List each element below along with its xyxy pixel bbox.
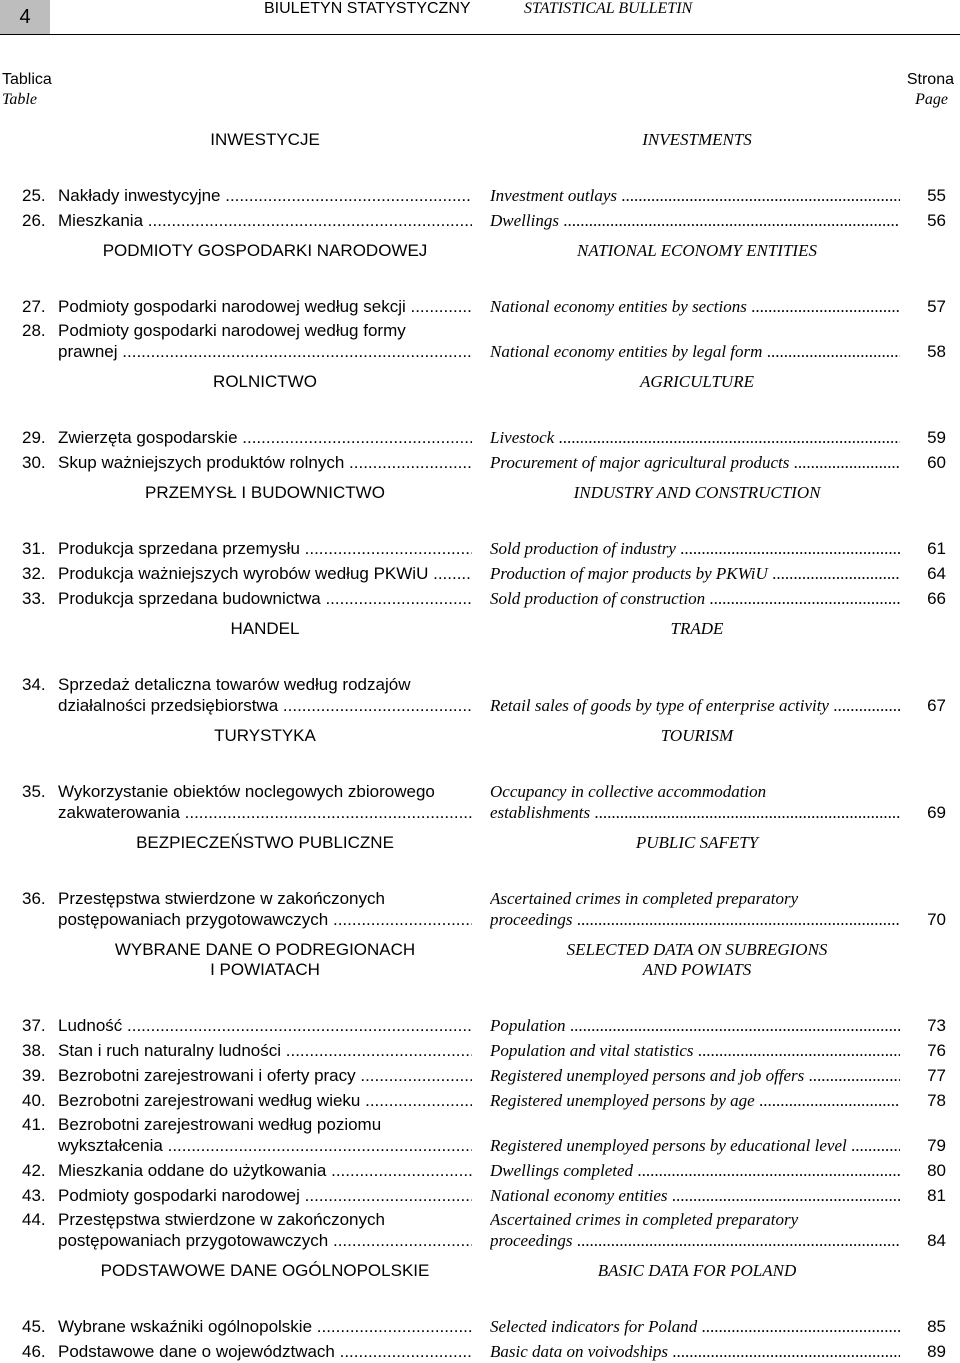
table-title-pl: Bezrobotni zarejestrowani według poziomu bbox=[58, 1115, 382, 1134]
table-number: 32. bbox=[22, 564, 46, 583]
table-row bbox=[0, 320, 960, 342]
table-title-pl: Zwierzęta gospodarskie ..... bbox=[58, 427, 472, 449]
table-title-pl: Wykorzystanie obiektów noclegowych zbiorowego bbox=[58, 782, 435, 801]
table-row bbox=[0, 427, 960, 449]
page-number-ref: 64 bbox=[927, 564, 946, 583]
section-heading-pl: PODMIOTY GOSPODARKI NARODOWEJ bbox=[102, 241, 428, 260]
section-heading-pl: INWESTYCJE bbox=[210, 130, 320, 149]
section-heading-en: INDUSTRY AND CONSTRUCTION bbox=[573, 483, 821, 502]
table-row bbox=[0, 1341, 960, 1363]
table-number: 28. bbox=[22, 321, 46, 340]
table-number: 26. bbox=[22, 211, 46, 230]
table-title-en-line2: establishments ..... bbox=[490, 802, 900, 824]
page-number-ref: 85 bbox=[927, 1317, 946, 1336]
table-title-pl: Podmioty gospodarki narodowej według formy bbox=[58, 321, 406, 340]
table-number: 35. bbox=[22, 782, 46, 801]
table-row-continuation bbox=[0, 909, 960, 931]
table-title-pl-line2: wykształcenia ..... bbox=[58, 1135, 472, 1157]
bulletin-title-en: STATISTICAL BULLETIN bbox=[524, 0, 693, 17]
page-number-ref: 78 bbox=[927, 1091, 946, 1110]
table-row bbox=[0, 452, 960, 474]
table-row bbox=[0, 1040, 960, 1062]
page-number-ref: 70 bbox=[927, 910, 946, 929]
table-row bbox=[0, 1209, 960, 1231]
table-title-en: National economy entities ..... bbox=[490, 1185, 900, 1207]
table-title-en: Population and vital statistics ..... bbox=[490, 1040, 900, 1062]
section-heading-en: INVESTMENTS bbox=[642, 130, 752, 149]
table-title-pl: Bezrobotni zarejestrowani według wieku ..... bbox=[58, 1090, 472, 1112]
page-number-ref: 77 bbox=[927, 1066, 946, 1085]
table-title-pl-line2: zakwaterowania ..... bbox=[58, 802, 472, 824]
table-row-continuation bbox=[0, 802, 960, 824]
table-title-en: Registered unemployed persons by age ..... bbox=[490, 1090, 900, 1112]
table-row-continuation bbox=[0, 1230, 960, 1252]
table-title-pl: Wybrane wskaźniki ogólnopolskie ..... bbox=[58, 1316, 472, 1338]
table-number: 29. bbox=[22, 428, 46, 447]
table-title-en: Ascertained crimes in completed preparatory bbox=[490, 1210, 799, 1229]
table-title-pl-line2: prawnej ..... bbox=[58, 341, 472, 363]
page-number-ref: 76 bbox=[927, 1041, 946, 1060]
table-number: 36. bbox=[22, 889, 46, 908]
table-title-pl: Produkcja ważniejszych wyrobów według PKWiU ..... bbox=[58, 563, 472, 585]
page-number-ref: 61 bbox=[927, 539, 946, 558]
section-heading-en: BASIC DATA FOR POLAND bbox=[597, 1261, 797, 1280]
table-number: 41. bbox=[22, 1115, 46, 1134]
table-title-pl: Produkcja sprzedana budownictwa ..... bbox=[58, 588, 472, 610]
page-number-ref: 84 bbox=[927, 1231, 946, 1250]
page-number-ref: 80 bbox=[927, 1161, 946, 1180]
table-title-en: Dwellings completed ..... bbox=[490, 1160, 900, 1182]
section-heading-en: TRADE bbox=[670, 619, 724, 638]
table-title-en: Dwellings ..... bbox=[490, 210, 900, 232]
table-row bbox=[0, 296, 960, 318]
table-title-en: Basic data on voivodships ..... bbox=[490, 1341, 900, 1363]
table-title-pl: Skup ważniejszych produktów rolnych ..... bbox=[58, 452, 472, 474]
page-number-ref: 73 bbox=[927, 1016, 946, 1035]
table-title-en: Ascertained crimes in completed preparatory bbox=[490, 889, 799, 908]
table-row bbox=[0, 781, 960, 803]
table-title-en-line2: proceedings ..... bbox=[490, 1230, 900, 1252]
table-number: 33. bbox=[22, 589, 46, 608]
table-title-pl: Podmioty gospodarki narodowej według sekcji ..... bbox=[58, 296, 472, 318]
page-number-ref: 55 bbox=[927, 186, 946, 205]
table-title-en: Procurement of major agricultural products ..... bbox=[490, 452, 900, 474]
table-row-continuation bbox=[0, 341, 960, 363]
table-number: 30. bbox=[22, 453, 46, 472]
section-heading-en: NATIONAL ECONOMY ENTITIES bbox=[577, 241, 817, 260]
table-title-en: Selected indicators for Poland ..... bbox=[490, 1316, 900, 1338]
section-heading-en: SELECTED DATA ON SUBREGIONS bbox=[566, 940, 828, 959]
table-row bbox=[0, 1114, 960, 1136]
section-heading-pl: TURYSTYKA bbox=[214, 726, 316, 745]
table-row bbox=[0, 1185, 960, 1207]
table-title-en: National economy entities by legal form ..... bbox=[490, 341, 900, 363]
section-heading-pl: WYBRANE DANE O PODREGIONACH bbox=[114, 940, 416, 959]
table-number: 45. bbox=[22, 1317, 46, 1336]
table-row-continuation bbox=[0, 1135, 960, 1157]
table-number: 43. bbox=[22, 1186, 46, 1205]
section-heading-pl: PODSTAWOWE DANE OGÓLNOPOLSKIE bbox=[100, 1261, 430, 1280]
table-title-en: Occupancy in collective accommodation bbox=[490, 782, 767, 801]
table-row bbox=[0, 538, 960, 560]
table-row bbox=[0, 210, 960, 232]
table-title-en: Investment outlays ..... bbox=[490, 185, 900, 207]
page-number-ref: 81 bbox=[927, 1186, 946, 1205]
table-number: 42. bbox=[22, 1161, 46, 1180]
table-number: 44. bbox=[22, 1210, 46, 1229]
page-number-ref: 89 bbox=[927, 1342, 946, 1361]
page-number-ref: 59 bbox=[927, 428, 946, 447]
table-number: 27. bbox=[22, 297, 46, 316]
page-number-ref: 57 bbox=[927, 297, 946, 316]
page-number-ref: 69 bbox=[927, 803, 946, 822]
section-heading-pl: PRZEMYSŁ I BUDOWNICTWO bbox=[145, 483, 385, 502]
table-number: 31. bbox=[22, 539, 46, 558]
table-title-pl: Podmioty gospodarki narodowej ..... bbox=[58, 1185, 472, 1207]
page-number: 4 bbox=[0, 0, 50, 34]
table-row bbox=[0, 185, 960, 207]
bulletin-title-pl: BIULETYN STATYSTYCZNY bbox=[264, 0, 471, 17]
table-number: 39. bbox=[22, 1066, 46, 1085]
table-title-pl: Przestępstwa stwierdzone w zakończonych bbox=[58, 889, 385, 908]
table-row bbox=[0, 1015, 960, 1037]
table-row bbox=[0, 888, 960, 910]
table-row bbox=[0, 1316, 960, 1338]
section-heading-en: AGRICULTURE bbox=[640, 372, 754, 391]
page-number-ref: 79 bbox=[927, 1136, 946, 1155]
table-title-en: Registered unemployed persons by educational level ..... bbox=[490, 1135, 900, 1157]
page-number-ref: 66 bbox=[927, 589, 946, 608]
table-title-pl-line2: działalności przedsiębiorstwa ..... bbox=[58, 695, 472, 717]
section-heading-en-line2: AND POWIATS bbox=[642, 960, 752, 979]
table-row bbox=[0, 1065, 960, 1087]
table-title-en: Registered unemployed persons and job offers ..... bbox=[490, 1065, 900, 1087]
table-row bbox=[0, 563, 960, 585]
table-row-continuation bbox=[0, 695, 960, 717]
table-title-pl-line2: postępowaniach przygotowawczych ..... bbox=[58, 1230, 472, 1252]
column-label-page-pl: Strona bbox=[906, 71, 954, 88]
column-label-table-pl: Tablica bbox=[2, 71, 52, 88]
table-number: 46. bbox=[22, 1342, 46, 1361]
table-title-pl: Bezrobotni zarejestrowani i oferty pracy ..... bbox=[58, 1065, 472, 1087]
table-number: 38. bbox=[22, 1041, 46, 1060]
page-number-ref: 56 bbox=[927, 211, 946, 230]
page-header bbox=[0, 0, 960, 35]
page-number-ref: 67 bbox=[927, 696, 946, 715]
table-title-en: Retail sales of goods by type of enterprise activity ..... bbox=[490, 695, 900, 717]
table-title-pl: Mieszkania oddane do użytkowania ..... bbox=[58, 1160, 472, 1182]
table-number: 40. bbox=[22, 1091, 46, 1110]
table-title-pl: Sprzedaż detaliczna towarów według rodzajów bbox=[58, 675, 411, 694]
table-title-pl: Stan i ruch naturalny ludności ..... bbox=[58, 1040, 472, 1062]
section-heading-en: TOURISM bbox=[660, 726, 734, 745]
table-title-pl: Przestępstwa stwierdzone w zakończonych bbox=[58, 1210, 385, 1229]
table-title-pl: Ludność ..... bbox=[58, 1015, 472, 1037]
table-title-en: Livestock ..... bbox=[490, 427, 900, 449]
table-number: 25. bbox=[22, 186, 46, 205]
page-number-ref: 58 bbox=[927, 342, 946, 361]
section-heading-pl: ROLNICTWO bbox=[213, 372, 317, 391]
table-number: 34. bbox=[22, 675, 46, 694]
column-label-table-en: Table bbox=[2, 91, 37, 108]
page-number-ref: 60 bbox=[927, 453, 946, 472]
column-label-page-en: Page bbox=[915, 91, 948, 108]
table-title-en: Sold production of construction ..... bbox=[490, 588, 900, 610]
table-title-pl: Produkcja sprzedana przemysłu ..... bbox=[58, 538, 472, 560]
table-number: 37. bbox=[22, 1016, 46, 1035]
section-heading-en: PUBLIC SAFETY bbox=[635, 833, 759, 852]
table-title-en: National economy entities by sections ..... bbox=[490, 296, 900, 318]
table-title-pl-line2: postępowaniach przygotowawczych ..... bbox=[58, 909, 472, 931]
table-title-en: Production of major products by PKWiU ..... bbox=[490, 563, 900, 585]
section-heading-pl-line2: I POWIATACH bbox=[210, 960, 320, 979]
table-title-en: Population ..... bbox=[490, 1015, 900, 1037]
table-title-en-line2: proceedings ..... bbox=[490, 909, 900, 931]
table-row bbox=[0, 674, 960, 696]
table-title-pl: Nakłady inwestycyjne ..... bbox=[58, 185, 472, 207]
table-row bbox=[0, 1090, 960, 1112]
table-row bbox=[0, 588, 960, 610]
section-heading-pl: HANDEL bbox=[230, 619, 300, 638]
section-heading-pl: BEZPIECZEŃSTWO PUBLICZNE bbox=[136, 833, 394, 852]
table-title-pl: Podstawowe dane o województwach ..... bbox=[58, 1341, 472, 1363]
table-title-pl: Mieszkania ..... bbox=[58, 210, 472, 232]
table-title-en: Sold production of industry ..... bbox=[490, 538, 900, 560]
table-row bbox=[0, 1160, 960, 1182]
